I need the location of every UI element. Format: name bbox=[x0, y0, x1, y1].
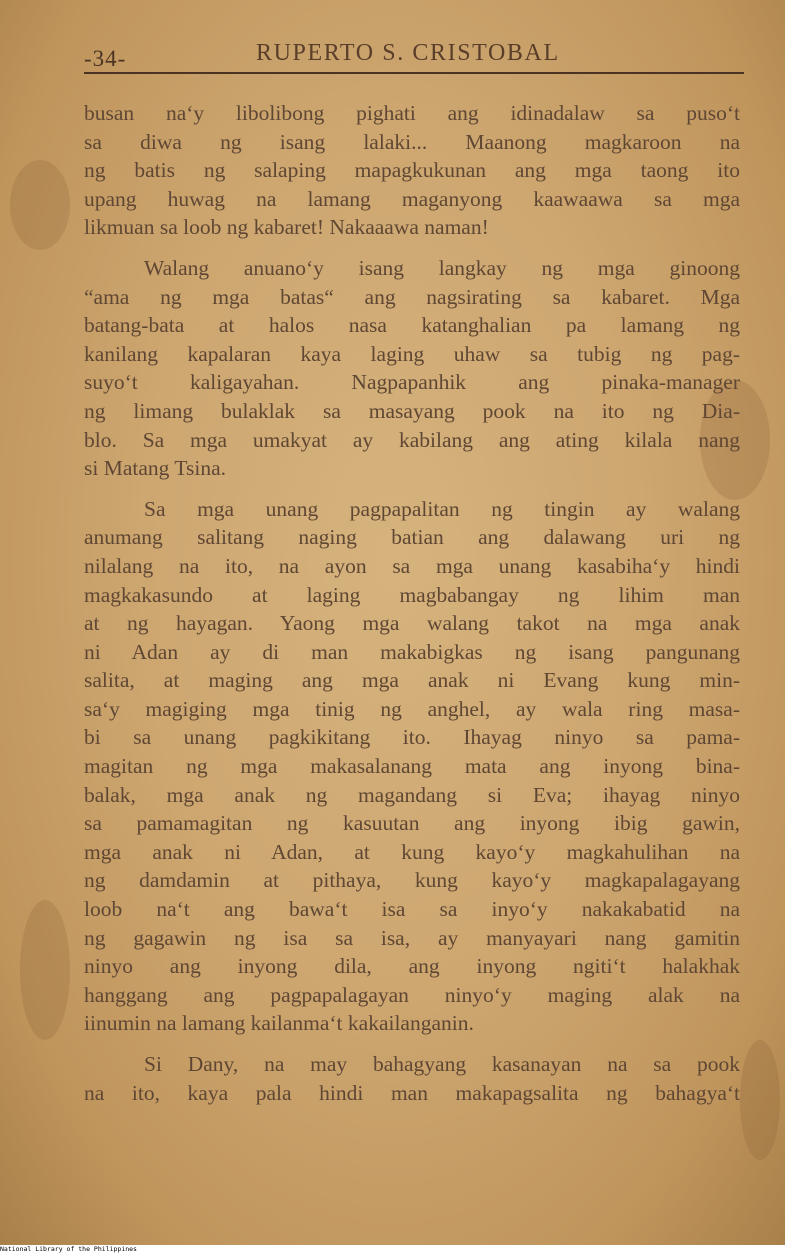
page-number: -34- bbox=[84, 46, 127, 71]
text-line: magkakasundo at laging magbabangay ng lihim man bbox=[84, 582, 740, 607]
header-rule bbox=[84, 72, 744, 74]
paper-stain bbox=[20, 900, 70, 1040]
text-line: nilalang na ito, na ayon sa mga unang kasabiha‘y hindi bbox=[84, 553, 740, 578]
text-line: ninyo ang inyong dila, ang inyong ngiti‘t halakhak bbox=[84, 954, 740, 979]
text-line: blo. Sa mga umakyat ay kabilang ang ating kilala nang bbox=[84, 427, 740, 452]
text-line: sa pamamagitan ng kasuutan ang inyong ibig gawin, bbox=[84, 811, 740, 836]
text-line: mga anak ni Adan, at kung kayo‘y magkahulihan na bbox=[84, 839, 740, 864]
running-title: RUPERTO S. CRISTOBAL bbox=[256, 40, 560, 66]
text-line: si Matang Tsina. bbox=[84, 456, 227, 481]
text-line: balak, mga anak ng magandang si Eva; ihayag ninyo bbox=[84, 782, 740, 807]
text-line: ng batis ng salaping mapagkukunan ang mga taong ito bbox=[84, 158, 740, 183]
text-line: hanggang ang pagpapalagayan ninyo‘y maging alak na bbox=[84, 982, 740, 1007]
text-line: iinumin na lamang kailanma‘t kakailanganin. bbox=[84, 1011, 474, 1036]
text-line: Walang anuano‘y isang langkay ng mga ginoong bbox=[144, 255, 740, 280]
text-line: sa‘y magiging mga tinig ng anghel, ay wala ring masa- bbox=[84, 696, 740, 721]
paper-stain bbox=[740, 1040, 780, 1160]
text-line: ni Adan ay di man makabigkas ng isang pangunang bbox=[84, 639, 740, 664]
text-line: anumang salitang naging batian ang dalawang uri ng bbox=[84, 525, 740, 550]
text-line: na ito, kaya pala hindi man makapagsalita ng bahagya‘t bbox=[84, 1080, 740, 1105]
text-line: magitan ng mga makasalanang mata ang inyong bina- bbox=[84, 754, 740, 779]
text-line: Sa mga unang pagpapalitan ng tingin ay walang bbox=[144, 496, 740, 521]
library-credit: National Library of the Philippines bbox=[0, 1245, 137, 1253]
text-line: likmuan sa loob ng kabaret! Nakaaawa naman! bbox=[84, 215, 489, 240]
text-line: loob na‘t ang bawa‘t isa sa inyo‘y nakakabatid na bbox=[84, 897, 740, 922]
text-line: bi sa unang pagkikitang ito. Ihayag ninyo sa pama- bbox=[84, 725, 740, 750]
text-line: ng damdamin at pithaya, kung kayo‘y magkapalagayang bbox=[84, 868, 740, 893]
text-line: batang-bata at halos nasa katanghalian pa lamang ng bbox=[84, 313, 740, 338]
text-line: busan na‘y libolibong pighati ang idinadalaw sa puso‘t bbox=[84, 101, 740, 125]
text-line: kanilang kapalaran kaya laging uhaw sa tubig ng pag- bbox=[84, 341, 740, 366]
text-line: ng limang bulaklak sa masayang pook na ito ng Dia- bbox=[84, 398, 740, 423]
text-line: suyo‘t kaligayahan. Nagpapanhik ang pinaka-manager bbox=[84, 370, 740, 395]
text-line: “ama ng mga batas“ ang nagsirating sa kabaret. Mga bbox=[84, 284, 740, 309]
page-header bbox=[84, 40, 744, 74]
text-line: salita, at maging ang mga anak ni Evang kung min- bbox=[84, 668, 740, 693]
text-line: at ng hayagan. Yaong mga walang takot na mga anak bbox=[84, 611, 740, 636]
body-text bbox=[84, 99, 740, 1107]
paper-stain bbox=[10, 160, 70, 250]
text-line: upang huwag na lamang maganyong kaawaawa sa mga bbox=[84, 186, 740, 211]
text-line: sa diwa ng isang lalaki... Maanong magkaroon na bbox=[84, 129, 740, 154]
text-line: ng gagawin ng isa sa isa, ay manyayari nang gamitin bbox=[84, 925, 740, 950]
text-line: Si Dany, na may bahagyang kasanayan na sa pook bbox=[144, 1052, 740, 1076]
